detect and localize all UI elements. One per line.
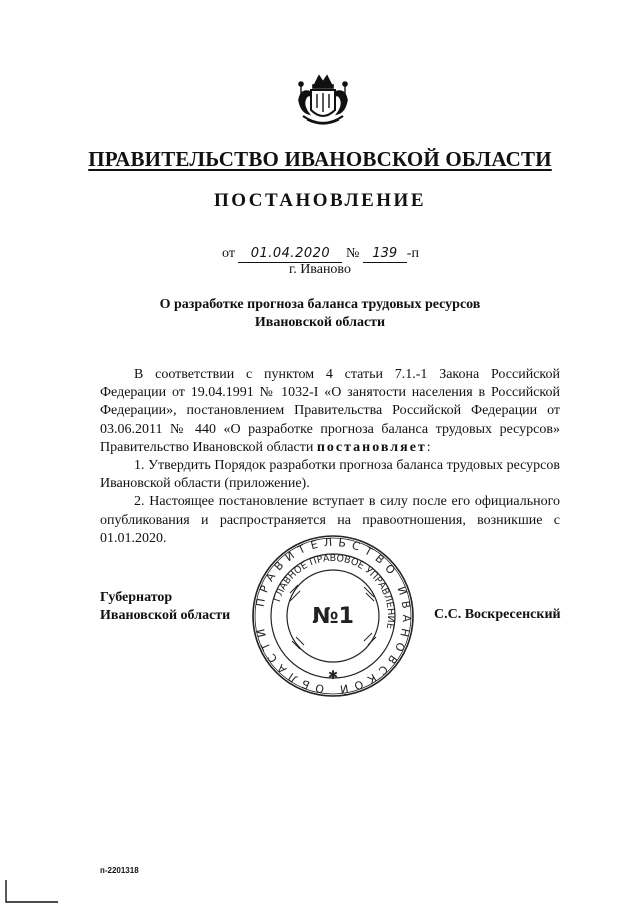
paragraph-item-1: 1. Утвердить Порядок разработки прогноза баланса трудовых ресурсов Ивановской области (приложение). xyxy=(100,458,560,492)
date-prefix: от xyxy=(222,246,235,261)
document-type: ПОСТАНОВЛЕНИЕ xyxy=(213,190,427,211)
signatory-title-line-2: Ивановской области xyxy=(100,608,231,623)
scan-edge-mark xyxy=(0,880,60,905)
number-suffix: -п xyxy=(406,246,419,261)
official-seal xyxy=(250,533,416,699)
number-sign: № xyxy=(345,246,360,261)
subject-line-1: О разработке прогноза баланса трудовых ресурсов xyxy=(159,297,481,312)
decree-keyword: постановляет xyxy=(316,439,427,455)
signatory-title-line-1: Губернатор xyxy=(100,590,173,605)
government-title: ПРАВИТЕЛЬСТВО ИВАНОВСКОЙ ОБЛАСТИ xyxy=(88,147,552,171)
seal-inner-text: ГЛАВНОЕ ПРАВОВОЕ УПРАВЛЕНИЕ xyxy=(272,552,397,630)
footer-code: п-2201318 xyxy=(100,866,139,875)
signatory-title xyxy=(100,589,230,625)
coat-of-arms-icon xyxy=(295,70,351,132)
preamble-end: : xyxy=(426,439,431,455)
subject-line-2: Ивановской области xyxy=(254,315,386,330)
city: г. Иваново xyxy=(289,262,351,277)
paragraph-item-2: 2. Настоящее постановление вступает в силу после его официального опубликования и распространяется на правоотношения, возникшие с 01.01.2020. xyxy=(100,494,560,546)
signatory-name: С.С. Воскресенский xyxy=(434,607,561,622)
document-date: 01.04.2020 xyxy=(238,246,342,263)
paragraph-preamble xyxy=(100,366,560,457)
seal-outer-text: ПРАВИТЕЛЬСТВО ИВАНОВСКОЙ ОБЛАСТИ xyxy=(253,535,414,697)
document-number: 139 xyxy=(363,246,407,263)
seal-star-icon: ✱ xyxy=(327,668,339,682)
date-number-line xyxy=(222,246,419,263)
body-text xyxy=(100,366,560,548)
subject-title xyxy=(140,296,500,332)
preamble-text: В соответствии с пунктом 4 статьи 7.1.-1 Закона Российской Федерации от 19.04.1991 № 1032-I «О занятости населения в Российской Федерации», постановлением Правительства Российской Федерации от 03.06.2011 № 440 «О разработке прогноза баланса трудовых ресурсов» Правительство Ивановской области xyxy=(100,367,560,455)
seal-number: №1 xyxy=(312,604,354,629)
